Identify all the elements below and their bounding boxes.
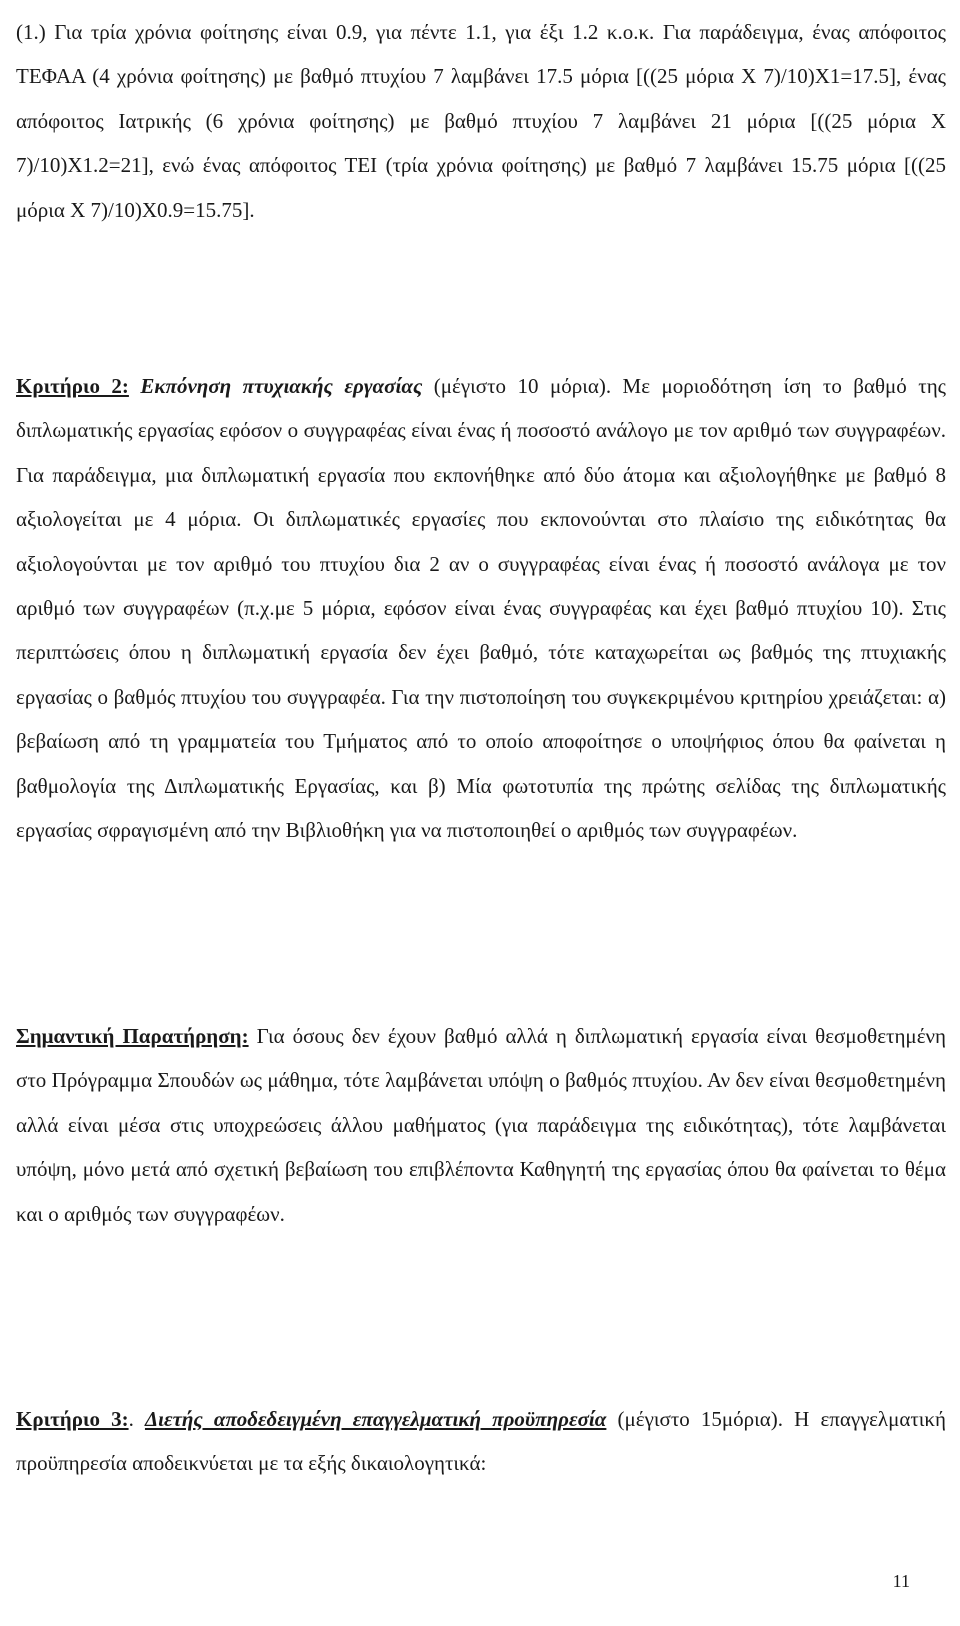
paragraph-text: (1.) Για τρία χρόνια φοίτησης είναι 0.9, για πέντε 1.1, για έξι 1.2 κ.ο.κ. Για παράδειγμα, ένας απόφοιτος ΤΕΦΑΑ (4 χρόνια φοίτησης) με βαθμό πτυχίου 7 λαμβάνει 17.5 μόρια [((25 μόρια Χ 7)/10)Χ1=17.5], ένας απόφοιτος Ιατρικής (6 χρόνια φοίτησης) με βαθμό πτυχίου 7 λαμβάνει 21 μόρια [((25 μόρια Χ 7)/10)Χ1.2=21], ενώ ένας απόφοιτος ΤΕΙ (τρία χρόνια φοίτησης) με βαθμό 7 λαμβάνει 15.75 μόρια [((25 μόρια Χ 7)/10)Χ0.9=15.75]. [16,20,946,222]
criterion-3-text: (μέγιστο 15μόρια). Η επαγγελματική προϋπηρεσία αποδεικνύεται με τα εξής δικαιολογητικά: [16,1407,946,1476]
paragraph-criterion-3 [16,1397,946,1486]
criterion-2-text: (μέγιστο 10 μόρια). Με μοριοδότηση ίση το βαθμό της διπλωματικής εργασίας εφόσον ο συγγραφέας είναι ένας ή ποσοστό ανάλογο με τον αριθμό των συγγραφέων. Για παράδειγμα, μια διπλωματική εργασία που εκπονήθηκε από δύο άτομα και αξιολογήθηκε με βαθμό 8 αξιολογείται με 4 μόρια. Οι διπλωματικές εργασίες που εκπονούνται στο πλαίσιο της ειδικότητας θα αξιολογούνται με τον αριθμό του πτυχίου δια 2 αν ο συγγραφέας είναι ένας ή ποσοστό ανάλογα με τον αριθμό των συγγραφέων (π.χ.με 5 μόρια, εφόσον είναι ένας συγγραφέας και έχει βαθμό πτυχίου 10). Στις περιπτώσεις όπου η διπλωματική εργασία δεν έχει βαθμό, τότε καταχωρείται ως βαθμός της πτυχιακής εργασίας ο βαθμός πτυχίου του συγγραφέα. Για την πιστοποίηση του συγκεκριμένου κριτηρίου χρειάζεται: α) βεβαίωση από τη γραμματεία του Τμήματος από το οποίο αποφοίτησε ο υποψήφιος όπου θα φαίνεται η βαθμολογία της Διπλωματικής Εργασίας, και β) Μία φωτοτυπία της πρώτης σελίδας της διπλωματικής εργασίας σφραγισμένη από την Βιβλιοθήκη για να πιστοποιηθεί ο αριθμός των συγγραφέων. [16,374,947,843]
paragraph-years-coefficient [16,10,946,232]
criterion-3-title: Διετής αποδεδειγμένη επαγγελματική προϋπηρεσία [144,1407,607,1431]
important-note-heading: Σημαντική Παρατήρηση: [16,1024,249,1048]
important-note-text: Για όσους δεν έχουν βαθμό αλλά η διπλωματική εργασία είναι θεσμοθετημένη στο Πρόγραμμα Σπουδών ως μάθημα, τότε λαμβάνεται υπόψη ο βαθμός πτυχίου. Αν δεν είναι θεσμοθετημένη αλλά είναι μέσα στις υποχρεώσεις άλλου μαθήματος (για παράδειγμα της ειδικότητας), τότε λαμβάνεται υπόψη, μόνο μετά από σχετική βεβαίωση του επιβλέποντα Καθηγητή της εργασίας όπου θα φαίνεται το θέμα και ο αριθμός των συγγραφέων. [16,1024,946,1226]
criterion-2-heading: Κριτήριο 2: [16,374,129,398]
criterion-2-title: Εκπόνηση πτυχιακής εργασίας [140,374,423,398]
paragraph-important-note [16,1014,946,1236]
paragraph-criterion-2 [16,364,946,852]
criterion-3-separator: . [128,1407,145,1431]
page-number: 11 [892,1571,910,1591]
criterion-3-heading: Κριτήριο 3: [16,1407,129,1431]
